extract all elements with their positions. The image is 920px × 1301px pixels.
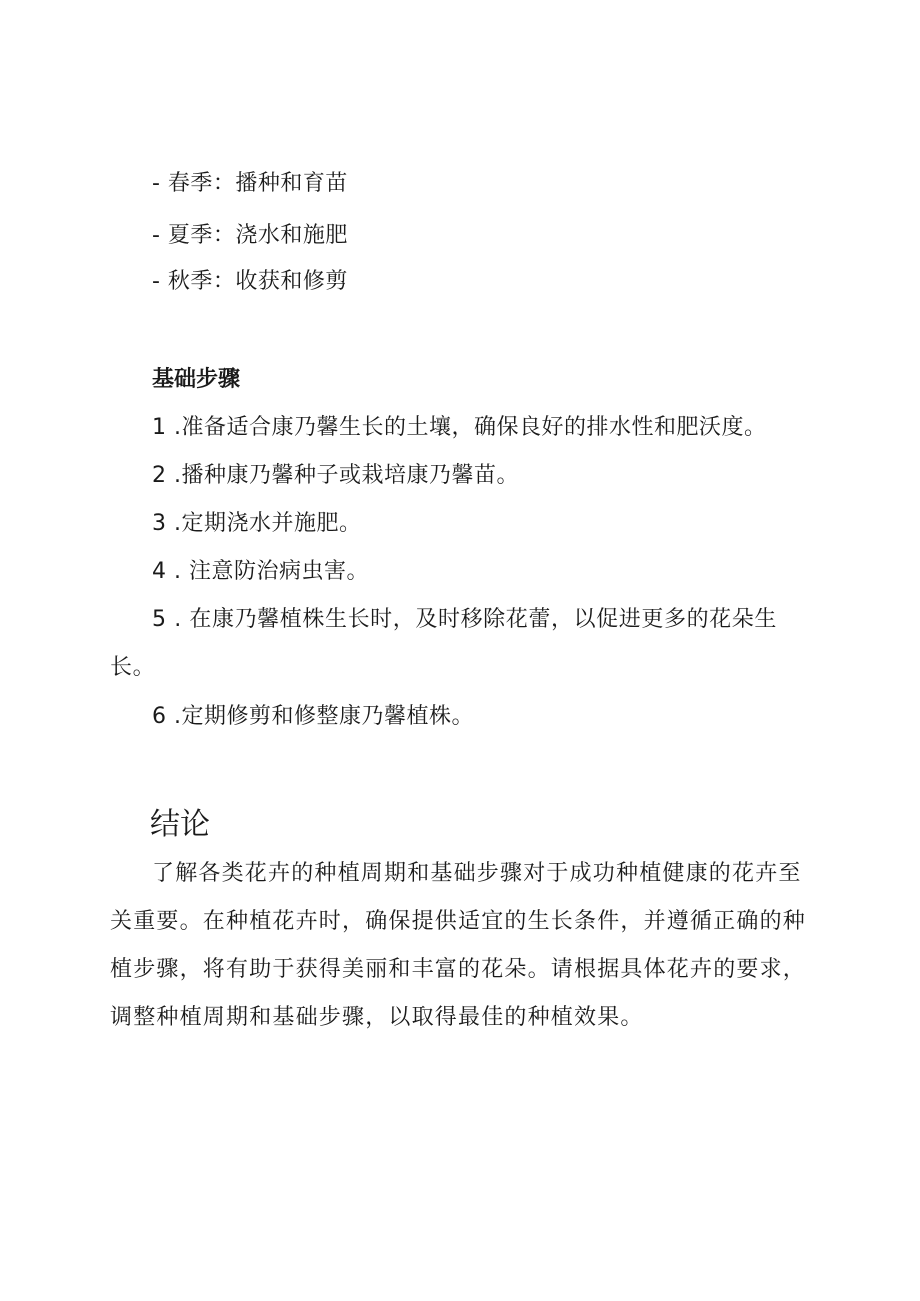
conclusion-heading: 结论 [150,807,210,842]
step-item-4: 4 . 注意防治病虫害。 [152,559,369,584]
step-item-6: 6 .定期修剪和修整康乃馨植株。 [152,704,474,729]
step-item-1: 1 .准备适合康乃馨生长的土壤，确保良好的排水性和肥沃度。 [152,415,767,440]
steps-heading: 基础步骤 [152,367,241,392]
season-item-spring: - 春季：播种和育苗 [152,171,348,196]
step-item-2: 2 .播种康乃馨种子或栽培康乃馨苗。 [152,463,519,488]
step-item-3: 3 .定期浇水并施肥。 [152,511,362,536]
season-item-summer: - 夏季：浇水和施肥 [152,223,348,248]
season-item-autumn: - 秋季：收获和修剪 [152,269,348,294]
step-item-5: 5 . 在康乃馨植株生长时，及时移除花蕾，以促进更多的花朵生长。 [110,607,777,680]
conclusion-paragraph: 了解各类花卉的种植周期和基础步骤对于成功种植健康的花卉至关重要。在种植花卉时，确保提供适宜的生长条件，并遵循正确的种植步骤，将有助于获得美丽和丰富的花朵。请根据具体花卉的要求，调整种植周期和基础步骤，以取得最佳的种植效果。 [110,861,807,1030]
